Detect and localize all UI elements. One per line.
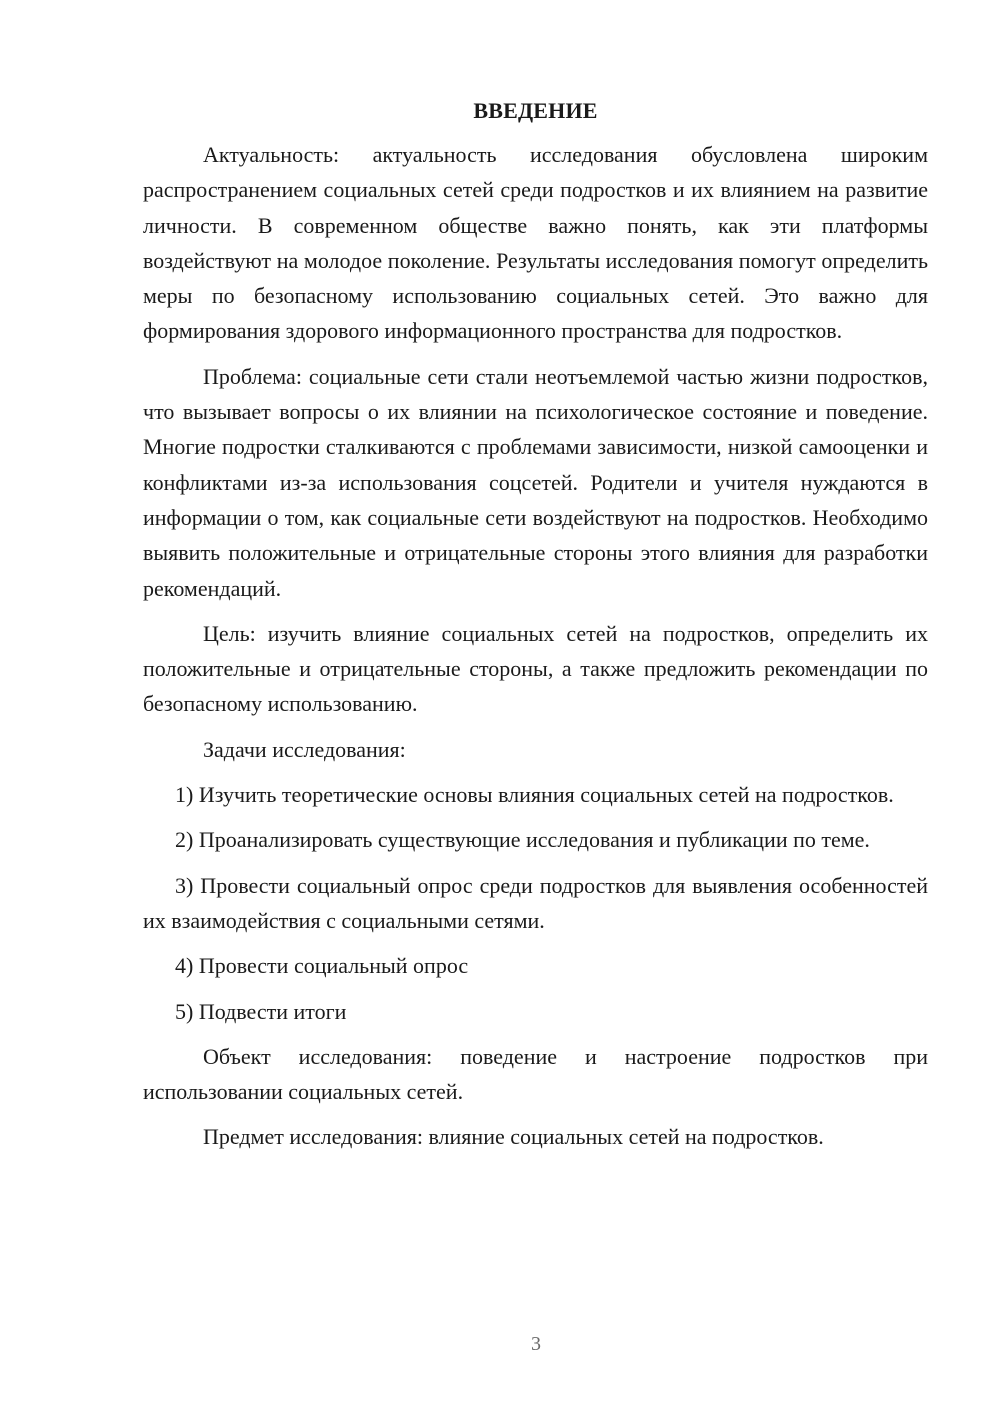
- task-item-4: 4) Провести социальный опрос: [175, 953, 469, 979]
- page-body: [143, 95, 928, 1165]
- task-item-2: 2) Проанализировать существующие исследования и публикации по теме.: [175, 827, 870, 853]
- problem-paragraph: Проблема: социальные сети стали неотъемлемой частью жизни подростков, что вызывает вопросы о их влиянии на психологическое состояние и поведение. Многие подростки сталкиваются с проблемами зависимости, низкой самооценки и конфликтами из-за использования соцсетей. Родители и учителя нуждаются в информации о том, как социальные сети воздействуют на подростков. Необходимо выявить положительные и отрицательные стороны этого влияния для разработки рекомендаций.: [143, 363, 928, 601]
- object-paragraph: Объект исследования: поведение и настроение подростков при использовании социальных сетей.: [143, 1043, 928, 1105]
- goal-paragraph: Цель: изучить влияние социальных сетей на подростков, определить их положительные и отрицательные стороны, а также предложить рекомендации по безопасному использованию.: [143, 620, 928, 717]
- task-item-3: 3) Провести социальный опрос среди подростков для выявления особенностей их взаимодействия с социальными сетями.: [143, 872, 928, 933]
- task-item-5: 5) Подвести итоги: [175, 998, 347, 1024]
- tasks-heading: Задачи исследования:: [203, 736, 406, 762]
- relevance-paragraph: Актуальность: актуальность исследования обусловлена широким распространением социальных сетей среди подростков и их влиянием на развитие личности. В современном обществе важно понять, как эти платформы воздействуют на молодое поколение. Результаты исследования помогут определить меры по безопасному использованию социальных сетей. Это важно для формирования здорового информационного пространства для подростков.: [143, 142, 928, 344]
- page-number: 3: [531, 1333, 541, 1355]
- page-title: ВВЕДЕНИЕ: [473, 98, 598, 123]
- subject-paragraph: Предмет исследования: влияние социальных сетей на подростков.: [203, 1124, 824, 1150]
- task-item-1: 1) Изучить теоретические основы влияния социальных сетей на подростков.: [175, 782, 894, 808]
